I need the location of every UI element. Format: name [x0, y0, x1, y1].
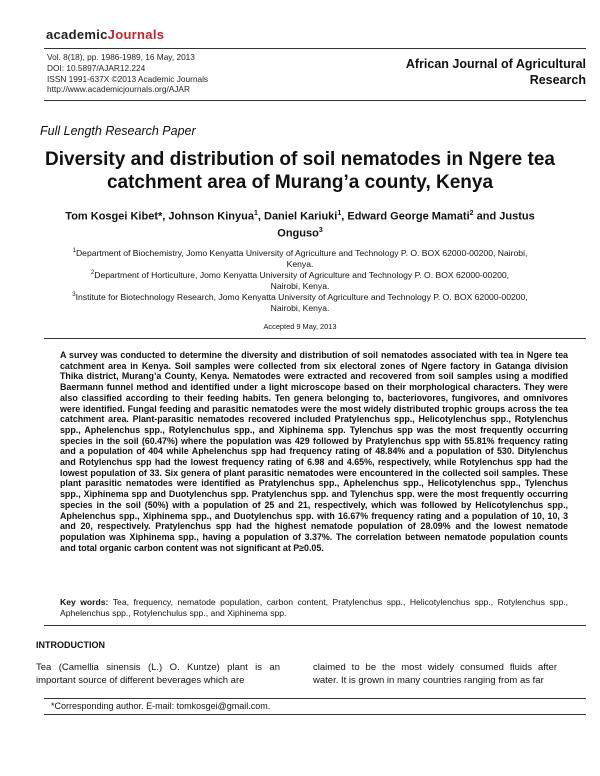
keywords	[60, 597, 568, 619]
affiliation-number: 1	[72, 248, 76, 254]
author-separator: and	[473, 210, 500, 223]
author-name: Justus Onguso	[277, 210, 535, 240]
accepted-date: Accepted 9 May, 2013	[263, 322, 337, 331]
corresponding-author[interactable]: *Corresponding author. E-mail: tomkosgei@gmail.com.	[51, 701, 271, 711]
author-affiliation-number: 1	[253, 210, 258, 217]
affiliation-text: Kenya.	[286, 259, 314, 270]
author-list	[50, 207, 550, 240]
author-separator: ,	[162, 210, 169, 223]
affiliation-text: Nairobi, Kenya.	[270, 303, 330, 314]
abstract-text: A survey was conducted to determine the diversity and distribution of soil nematodes associated with tea in Ngere tea catchment area in Kenya. Soil samples were collected from six electoral zones of Ngere factory in Gatanga division Thika district, Murang’a County, Kenya. Nematodes were extracted and recovered from soil samples using a modified Baermann funnel method and identified under a light microscope based on their morphological characters. They were also classified according to their feeding habits. Ten genera belonging to, bacteriovores, fungivores, and omnivores were identified. Fungal feeding and parasitic nematodes were the most widely distributed trophic groups across the tea catchment area. Plant-parasitic nematodes recovered included Pratylenchus spp., Helicotylenchus spp., Rotylenchus spp., Aphelenchus spp., Rotylenchulus spp., and Xiphinema spp. Tylenchus spp was the most frequently occurring species in the soil (60.47%) where the population was 429 followed by Pratylenchus spp with 55.81% frequency rating and a population of 404 while Aphelenchus spp had frequency rating of 48.84% and a population of 530. Ditylenchus and Rotylenchus spp had the lowest frequency rating of 6.98 and 4.65%, respectively, while Rotylenchus spp had the lowest population of 33. Six genera of plant parasitic nematodes were encountered in the collected soil samples. These plant parasitic nematodes were identified as Pratylenchus spp., Aphelenchus spp., Helicotylenchus spp., Tylenchus spp., Xiphinema spp and Duotylenchus spp. Pratylenchus spp. and Tylenchus spp. were the most frequently occurring species in the soil (50%) with a population of 25 and 21, respectively, which was followed by Helicotylenchus spp., Aphelenchus spp., Xiphinema spp., and Duotylenchus spp. with 16.67% frequency rating and a population of 10, 10, 3 and 20, respectively. Pratylenchus spp had the highest nematode population of 28.09% and the lowest nematode population was Xiphinema spp., having a population of 3.37%. The correlation between nematode population counts and total organic carbon content was not significant at P≥0.05.	[60, 350, 568, 553]
author-name: Daniel Kariuki	[264, 210, 338, 223]
journal-logo	[46, 27, 164, 42]
affiliation-number: 3	[72, 292, 76, 298]
affiliation-text: Department of Horticulture, Jomo Kenyatta University of Agriculture and Technology P. O. BOX 62000-00200,	[94, 269, 510, 280]
affiliation-3	[12, 290, 588, 315]
author-name: Tom Kosgei Kibet*	[65, 210, 163, 223]
logo-journals: Journals	[107, 27, 165, 42]
meta-doi: DOI: 10.5897/AJAR12.224	[47, 62, 146, 73]
section-heading-introduction: INTRODUCTION	[36, 640, 105, 650]
author-affiliation-number: 1	[337, 210, 342, 217]
paper-title: Diversity and distribution of soil nematodes in Ngere tea catchment area of Murang’a county, Kenya	[45, 149, 555, 193]
author-separator: ,	[341, 210, 348, 223]
publication-meta	[47, 52, 208, 95]
paper-type: Full Length Research Paper	[40, 124, 196, 138]
affiliation-text: Nairobi, Kenya.	[270, 281, 330, 292]
meta-issn: ISSN 1991-637X ©2013 Academic Journals	[47, 73, 209, 84]
journal-title	[370, 56, 586, 88]
intro-column-right: claimed to be the most widely consumed fluids after water. It is grown in many countries ranging from as far	[313, 662, 557, 686]
journal-title-line2: Research	[529, 73, 586, 87]
meta-volume: Vol. 8(18), pp. 1986-1989, 16 May, 2013	[47, 52, 195, 62]
intro-column-left: Tea (Camellia sinensis (L.) O. Kuntze) plant is an important source of different beverages which are	[36, 662, 280, 686]
affiliation-text: Institute for Biotechnology Research, Jomo Kenyatta University of Agriculture and Technology P. O. BOX 62000-00200,	[75, 291, 528, 302]
author-affiliation-number: 3	[318, 226, 323, 234]
keywords-label: Key words:	[60, 597, 109, 607]
logo-academic: academic	[46, 27, 108, 42]
meta-url[interactable]: http://www.academicjournals.org/AJAR	[47, 84, 190, 95]
author-separator: ,	[257, 210, 264, 223]
author-name: Johnson Kinyua	[168, 210, 254, 223]
author-affiliation-number: 2	[469, 210, 474, 217]
author-name: Edward George Mamati	[347, 210, 470, 223]
affiliation-number: 2	[90, 270, 95, 276]
keywords-text: Tea, frequency, nematode population, carbon content, Pratylenchus spp., Helicotylenchus spp., Rotylenchus spp., Aphelenchus spp., Rotylenchulus spp., and Xiphinema spp.	[60, 597, 569, 618]
journal-title-line1: African Journal of Agricultural	[405, 57, 586, 71]
affiliation-text: Department of Biochemistry, Jomo Kenyatta University of Agriculture and Technology P. O. BOX 62000-00200, Nairobi,	[75, 247, 528, 258]
